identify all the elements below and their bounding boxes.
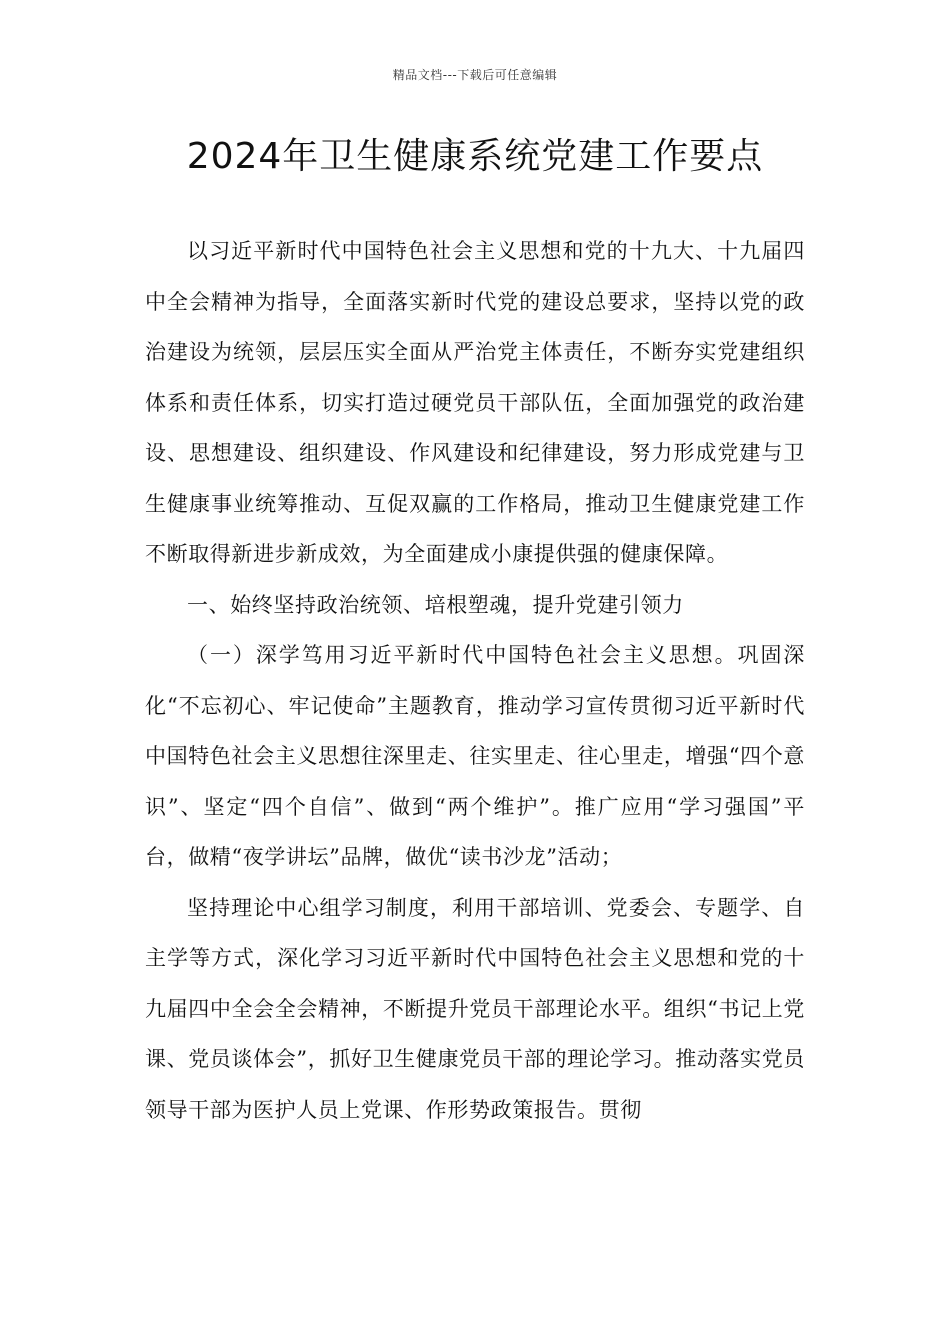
header-note: 精品文档---下载后可任意编辑 [392,68,558,82]
document-body [145,226,805,1135]
intro-paragraph: 以习近平新时代中国特色社会主义思想和党的十九大、十九届四中全会精神为指导，全面落实新时代党的建设总要求，坚持以党的政治建设为统领，层层压实全面从严治党主体责任，不断夯实党建组织体系和责任体系，切实打造过硬党员干部队伍，全面加强党的政治建设、思想建设、组织建设、作风建设和纪律建设，努力形成党建与卫生健康事业统筹推动、互促双赢的工作格局，推动卫生健康党建工作不断取得新进步新成效，为全面建成小康提供强的健康保障。 [145,239,805,566]
item-paragraph-2: 坚持理论中心组学习制度，利用干部培训、党委会、专题学、自主学等方式，深化学习习近平新时代中国特色社会主义思想和党的十九届四中全会全会精神，不断提升党员干部理论水平。组织“书记上党课、党员谈体会”，抓好卫生健康党员干部的理论学习。推动落实党员领导干部为医护人员上党课、作形势政策报告。贯彻 [145,895,805,1122]
document-title: 2024年卫生健康系统党建工作要点 [186,136,764,177]
item-paragraph-1: （一）深学笃用习近平新时代中国特色社会主义思想。巩固深化“不忘初心、牢记使命”主题教育，推动学习宣传贯彻习近平新时代中国特色社会主义思想往深里走、往实里走、往心里走，增强“四个意识”、坚定“四个自信”、做到“两个维护”。推广应用“学习强国”平台，做精“夜学讲坛”品牌，做优“读书沙龙”活动； [145,643,805,869]
section-heading-1: 一、始终坚持政治统领、培根塑魂，提升党建引领力 [187,592,684,617]
